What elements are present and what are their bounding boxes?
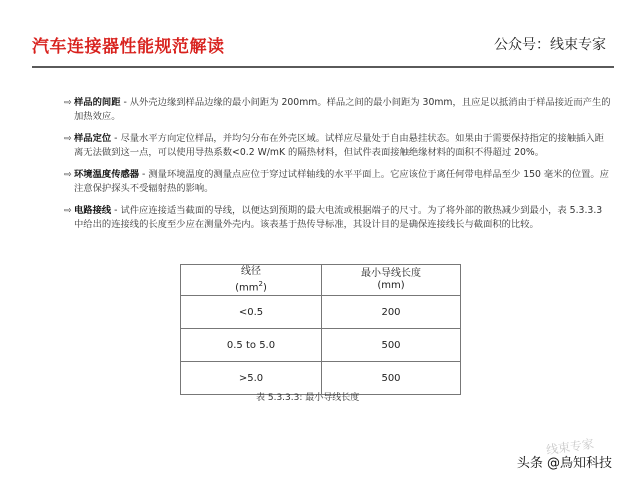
cell-wire-size: <0.5 <box>181 296 322 329</box>
list-item <box>64 204 612 232</box>
table-header-row <box>181 265 461 296</box>
list-item <box>64 168 612 196</box>
arrow-icon: ⇨ <box>64 206 72 216</box>
cell-wire-size: >5.0 <box>181 362 322 395</box>
arrow-icon: ⇨ <box>64 98 72 108</box>
table-caption: 表 5.3.3.3: 最小导线长度 <box>256 393 360 403</box>
column-header-wire-size: 线径 $(mm^2)$ <box>181 265 322 296</box>
table-row <box>181 329 461 362</box>
wire-length-table <box>180 264 461 395</box>
table-row <box>181 296 461 329</box>
page-title: 汽车连接器性能规范解读 <box>32 37 225 57</box>
column-header-min-length: 最小导线长度 (mm) <box>322 265 461 296</box>
item-term: 电路接线 <box>74 205 112 216</box>
cell-min-length: 500 <box>322 362 461 395</box>
item-text: - 测量环境温度的测量点应位于穿过试样轴线的水平平面上。它应该位于离任何带电样品至少 150 毫米的位置。应注意保护探头不受辐射热的影响。 <box>74 169 609 194</box>
cell-min-length: 200 <box>322 296 461 329</box>
item-term: 样品的间距 <box>74 97 121 108</box>
item-text: - 尽量水平方向定位样品，并均匀分布在外壳区域。试样应尽量处于自由悬挂状态。如果由于需要保持指定的接触插入距离无法做到这一点，可以使用导热系数<0.2 W/mK 的隔热材料，但试件表面接触绝缘材料的面积不得超过 20%。 <box>74 133 604 158</box>
list-item <box>64 96 612 124</box>
faint-watermark: 线束专家 <box>545 436 595 458</box>
header-divider <box>32 66 614 68</box>
item-text: - 从外壳边缘到样品边缘的最小间距为 200mm。样品之间的最小间距为 30mm，且应足以抵消由于样品接近而产生的加热效应。 <box>74 97 611 122</box>
content-body <box>64 96 612 240</box>
arrow-icon: ⇨ <box>64 170 72 180</box>
wire-length-table-wrap <box>180 264 461 395</box>
cell-wire-size: 0.5 to 5.0 <box>181 329 322 362</box>
item-text: - 试件应连接适当截面的导线，以便达到预期的最大电流或根据端子的尺寸。为了将外部的散热减少到最小，表 5.3.3.3 中给出的连接线的长度至少应在测量外壳内。该表基于热传导标准，其设计目的是确保连接线长与截面积的比较。 <box>74 205 603 230</box>
brand-label: 公众号：线束专家 <box>494 37 606 53</box>
list-item <box>64 132 612 160</box>
item-term: 环境温度传感器 <box>74 169 140 180</box>
cell-min-length: 500 <box>322 329 461 362</box>
item-term: 样品定位 <box>74 133 112 144</box>
source-watermark: 头条 @鳥知科技 <box>516 456 612 471</box>
arrow-icon: ⇨ <box>64 134 72 144</box>
